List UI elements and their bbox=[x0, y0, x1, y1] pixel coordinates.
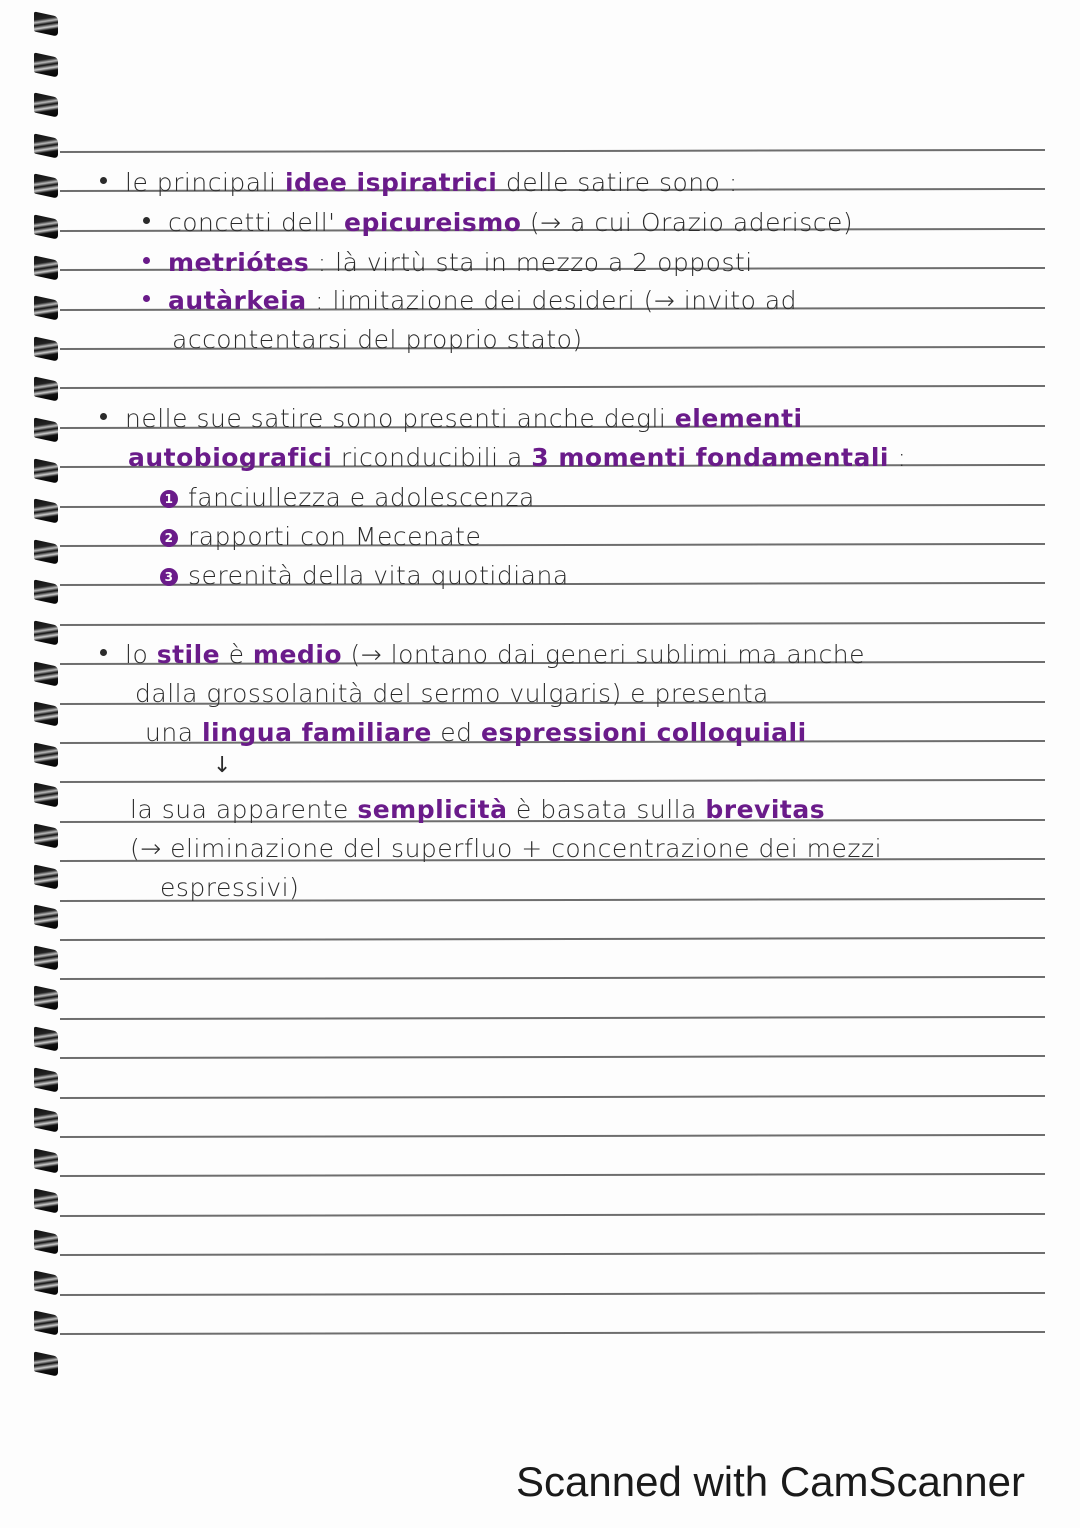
text: una bbox=[145, 718, 202, 747]
highlight-term: lingua familiare bbox=[201, 718, 432, 747]
highlight-term: autobiografici bbox=[128, 443, 333, 472]
camscanner-watermark: Scanned with CamScanner bbox=[516, 1458, 1025, 1505]
arrow-down-icon: ↓ bbox=[213, 753, 232, 778]
highlight-term: stile bbox=[156, 640, 221, 669]
text: nelle sue satire sono presenti anche degli bbox=[125, 404, 675, 433]
text: delle satire sono : bbox=[497, 168, 738, 197]
highlight-term: elementi bbox=[674, 404, 803, 433]
highlight-term: epicureismo bbox=[343, 208, 522, 237]
text: concetti dell' bbox=[168, 208, 344, 237]
highlight-term: espressioni colloquiali bbox=[481, 718, 807, 747]
text: riconducibili a bbox=[332, 443, 532, 472]
text: : bbox=[889, 443, 907, 472]
section1-continuation: accontentarsi del proprio stato) bbox=[172, 325, 583, 354]
section1-item-epicureismo bbox=[143, 208, 853, 238]
text: rapporti con Mecenate bbox=[188, 522, 482, 551]
text: le principali bbox=[125, 168, 285, 197]
highlight-term: semplicità bbox=[357, 795, 508, 824]
section3-line5: (→ eliminazione del superfluo + concentrazione dei mezzi bbox=[130, 834, 883, 863]
section2-line2 bbox=[128, 443, 906, 473]
text: serenità della vita quotidiana bbox=[188, 561, 569, 590]
text: lo bbox=[125, 640, 157, 669]
moment-2 bbox=[160, 522, 481, 552]
text: (→ a cui Orazio aderisce) bbox=[521, 208, 854, 237]
section3-line2: dalla grossolanità del sermo vulgaris) e presenta bbox=[135, 679, 769, 708]
text: ed bbox=[431, 718, 481, 747]
moment-1 bbox=[160, 483, 535, 513]
highlight-term: idee ispiratrici bbox=[284, 168, 498, 197]
bullet-icon bbox=[143, 257, 150, 264]
section3-line6: espressivi) bbox=[160, 873, 300, 902]
section1-item-autarkeia bbox=[143, 286, 797, 316]
highlight-term: brevitas bbox=[705, 795, 826, 824]
moment-3 bbox=[160, 561, 569, 591]
text: è basata sulla bbox=[507, 795, 706, 824]
number-badge-icon: 3 bbox=[160, 568, 178, 586]
text: è bbox=[220, 640, 253, 669]
section2-line1 bbox=[100, 404, 803, 434]
number-badge-icon: 2 bbox=[160, 529, 178, 547]
text: : limitazione dei desideri (→ invito ad bbox=[306, 286, 798, 315]
highlight-term: 3 momenti fondamentali bbox=[531, 443, 889, 472]
highlight-term: autàrkeia bbox=[168, 286, 307, 315]
section3-line3 bbox=[145, 718, 807, 748]
section3-line1 bbox=[100, 640, 865, 670]
highlight-term: metriótes bbox=[168, 248, 310, 277]
bullet-icon bbox=[100, 177, 107, 184]
text: fanciullezza e adolescenza bbox=[188, 483, 535, 512]
number-badge-icon: 1 bbox=[160, 490, 178, 508]
section1-intro bbox=[100, 168, 738, 198]
text: (→ lontano dai generi sublimi ma anche bbox=[342, 640, 865, 669]
bullet-icon bbox=[143, 217, 150, 224]
bullet-icon bbox=[143, 295, 150, 302]
bullet-icon bbox=[100, 413, 107, 420]
text: : là virtù sta in mezzo a 2 opposti bbox=[309, 248, 753, 277]
bullet-icon bbox=[100, 649, 107, 656]
section3-line4 bbox=[130, 795, 825, 825]
text: la sua apparente bbox=[130, 795, 358, 824]
section1-item-metriotes bbox=[143, 248, 753, 278]
highlight-term: medio bbox=[252, 640, 343, 669]
